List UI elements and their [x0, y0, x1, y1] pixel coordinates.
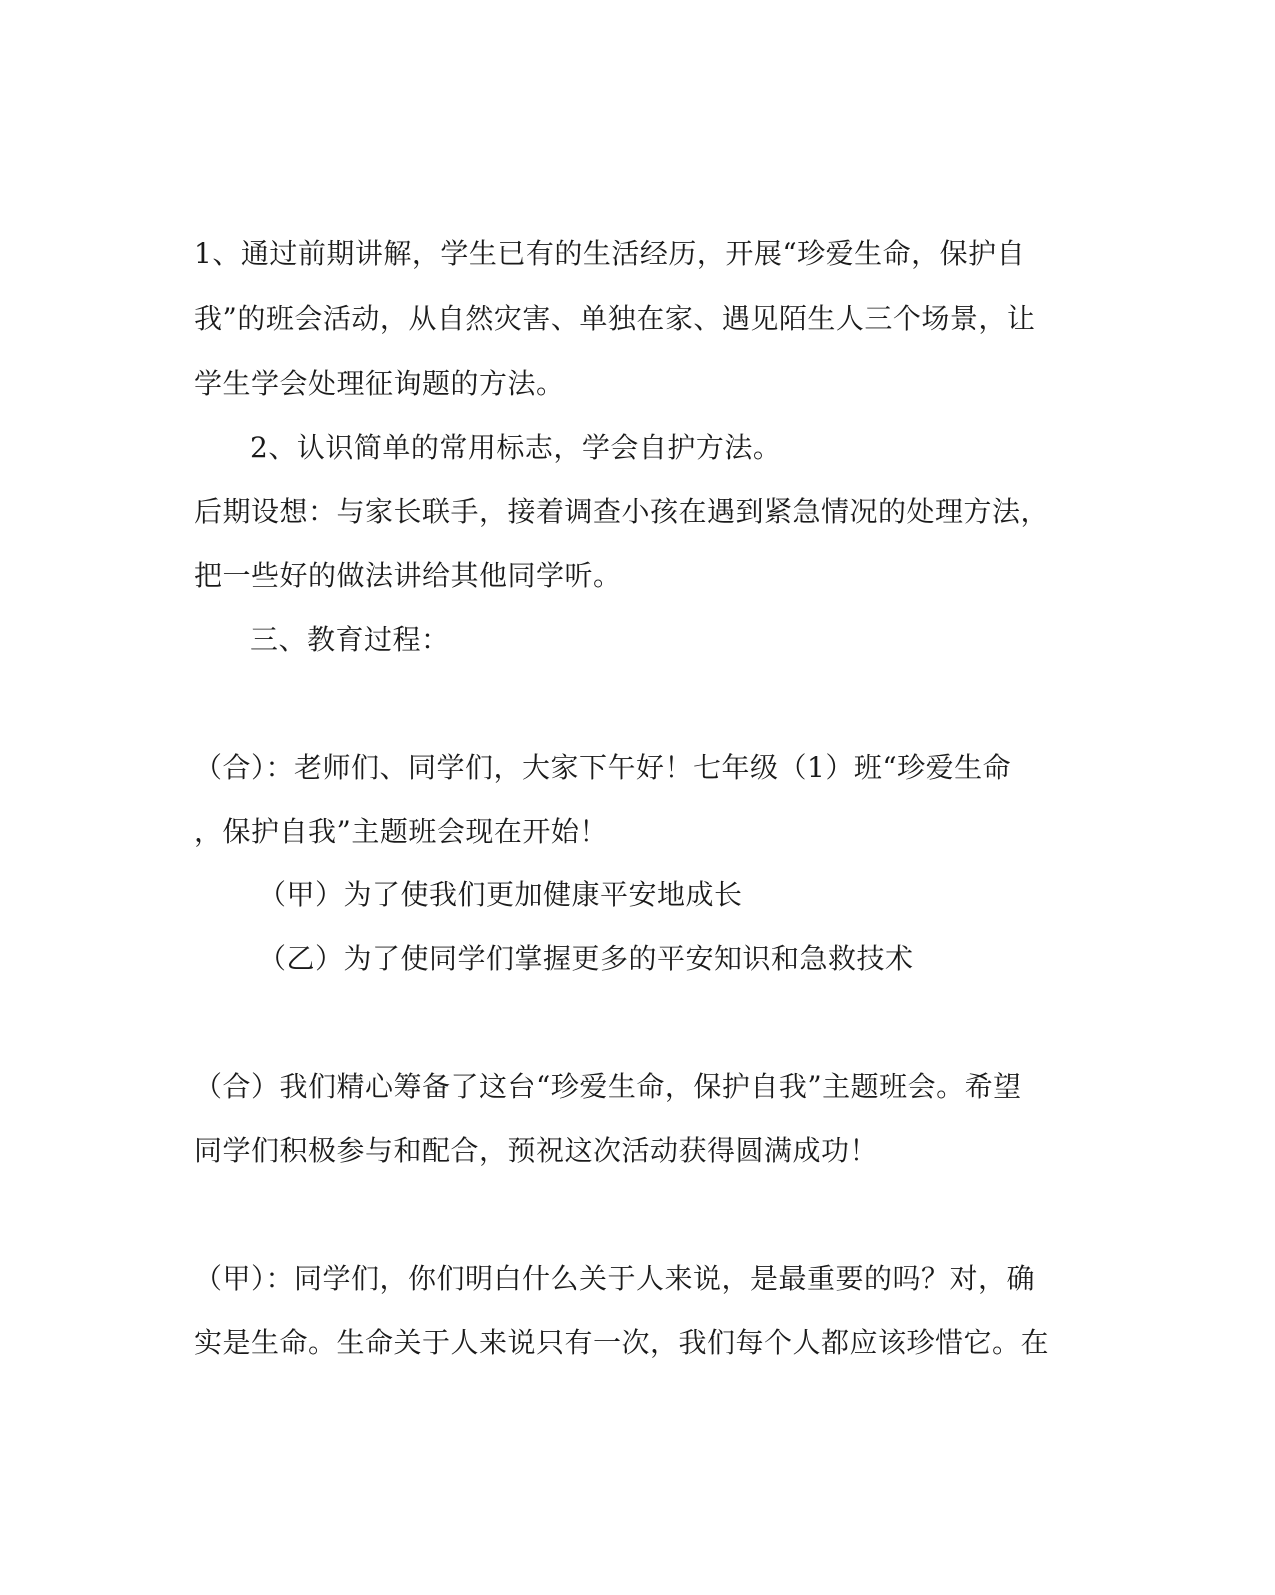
paragraph-line: （合）：老师们、同学们，大家下午好！七年级（1）班“珍爱生命: [194, 751, 1012, 784]
paragraph-line: （甲）为了使我们更加健康平安地成长: [258, 878, 743, 911]
paragraph-line: （乙）为了使同学们掌握更多的平安知识和急救技术: [258, 942, 914, 975]
paragraph-line: 把一些好的做法讲给其他同学听。: [194, 559, 622, 592]
paragraph-line: 实是生命。生命关于人来说只有一次，我们每个人都应该珍惜它。在: [194, 1326, 1050, 1359]
paragraph-line: 我”的班会活动，从自然灾害、单独在家、遇见陌生人三个场景，让: [194, 302, 1036, 335]
paragraph-line: ，保护自我”主题班会现在开始！: [194, 815, 608, 848]
paragraph-line: （甲）：同学们，你们明白什么关于人来说，是最重要的吗？对，确: [194, 1262, 1036, 1295]
section-heading: 三、教育过程：: [250, 623, 450, 656]
paragraph-line: 学生学会处理征询题的方法。: [194, 367, 565, 400]
paragraph-line: 后期设想：与家长联手，接着调查小孩在遇到紧急情况的处理方法，: [194, 495, 1050, 528]
paragraph-line: （合）我们精心筹备了这台“珍爱生命，保护自我”主题班会。希望: [194, 1070, 1022, 1103]
paragraph-line: 1、通过前期讲解，学生已有的生活经历，开展“珍爱生命，保护自: [194, 237, 1026, 270]
paragraph-line: 2、认识简单的常用标志，学会自护方法。: [250, 431, 782, 464]
paragraph-line: 同学们积极参与和配合，预祝这次活动获得圆满成功！: [194, 1134, 879, 1167]
